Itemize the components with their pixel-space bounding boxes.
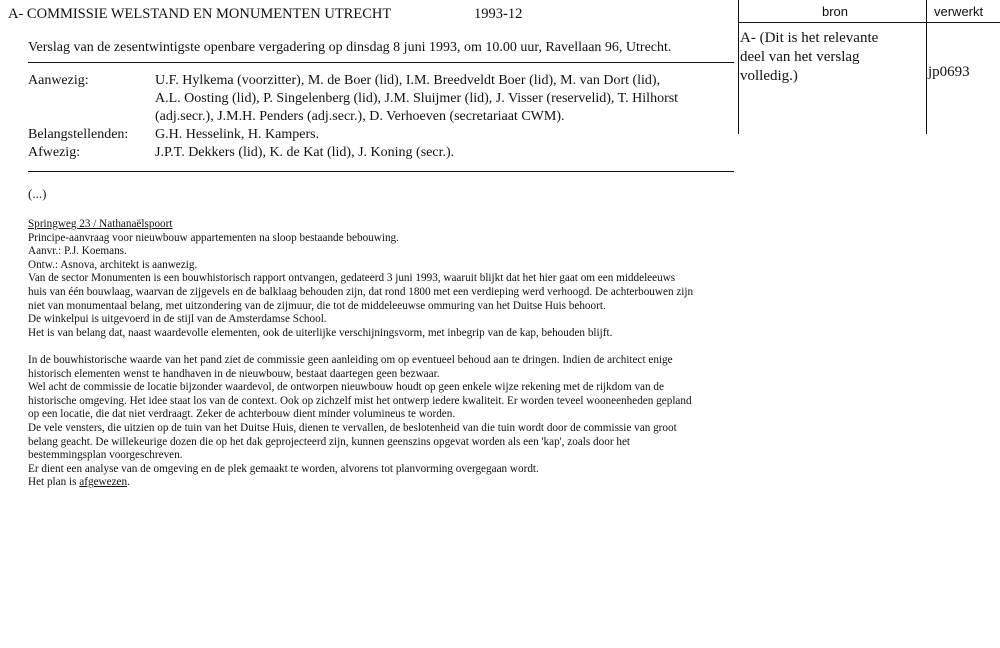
panel-header-divider [738, 22, 1000, 23]
paragraph-1-line: De winkelpui is uitgevoerd in de stijl van de Amsterdamse School. [28, 313, 327, 326]
item-intro-line: Ontw.: Asnova, architekt is aanwezig. [28, 258, 198, 271]
item-heading: Springweg 23 / Nathanaëlspoort [28, 218, 173, 230]
paragraph-2-line: belang geacht. De willekeurige dozen die op het dak geprojecteerd zijn, kunnen geenszins opgevat worden als een 'kap', zoals door het [28, 435, 631, 448]
aanwezig-line: U.F. Hylkema (voorzitter), M. de Boer (lid), I.M. Breedveldt Boer (lid), M. van Dort (lid), [155, 73, 661, 88]
paragraph-2-line: Er dient een analyse van de omgeving en de plek gemaakt te worden, alvorens tot planvorming overgegaan wordt. [28, 462, 539, 475]
paragraph-2-line: bestemmingsplan voorgeschreven. [28, 449, 183, 462]
attendance-divider [28, 171, 734, 172]
paragraph-2-line: De vele vensters, die uitzien op de tuin van het Duitse Huis, dienen te vervallen, de beslotenheid van die tuin wordt door de commissie van groot [28, 421, 677, 434]
attendance-row-aanwezig [28, 72, 730, 126]
verdict-suffix: . [127, 476, 130, 489]
aanwezig-line: (adj.secr.), J.M.H. Penders (adj.secr.), D. Verhoeven (secretariaat CWM). [155, 109, 565, 124]
verdict-prefix: Het plan is [28, 476, 80, 489]
paragraph-1-line: huis van één bouwlaag, waarvan de zijgevels en de balklaag behouden zijn, dat rond 1800 met een verdieping werd verhoogd. De achterbouwen zijn [28, 285, 694, 298]
panel-left-border [738, 0, 739, 134]
paragraph-2-line: In de bouwhistorische waarde van het pand ziet de commissie geen aanleiding om op eventueel behoud aan te dringen. Indien de architect enige [28, 353, 673, 366]
aanwezig-label: Aanwezig: [28, 73, 89, 88]
attendance-table [28, 72, 730, 162]
paragraph-2-line: Wel acht de commissie de locatie bijzonder waardevol, de ontworpen nieuwbouw houdt op geen enkele wijze rekening met de rijkdom van de [28, 381, 664, 394]
verdict-word: afgewezen [79, 476, 128, 489]
attendance-row-afwezig [28, 144, 730, 162]
paragraph-2-line: historisch elementen wenst te handhaven in de nieuwbouw, bestaat daartegen geen bezwaar. [28, 367, 440, 380]
paragraph-2-line: op een locatie, die dat niet verdraagt. Zeker de achterbouw dient minder volumineus te worden. [28, 408, 456, 421]
paragraph-1-line: Van de sector Monumenten is een bouwhistorisch rapport ontvangen, gedateerd 3 juni 1993, waaruit blijkt dat het hier gaat om een middeleeuws [28, 272, 676, 285]
item-intro-line: Principe-aanvraag voor nieuwbouw appartementen na sloop bestaande bebouwing. [28, 231, 399, 244]
paragraph-2-line: historische omgeving. Het idee staat los van de context. Ook op zichzelf mist het ontwerp iedere kwaliteit. Er worden teveel wooneenheden gepland [28, 394, 692, 407]
belangstellenden-label: Belangstellenden: [28, 127, 129, 142]
source-panel [738, 0, 1000, 134]
document-title: A- COMMISSIE WELSTAND EN MONUMENTEN UTRECHT [8, 6, 392, 22]
verwerkt-header: verwerkt [934, 4, 984, 19]
bron-value [740, 29, 926, 86]
paragraph-1-line: niet van monumentaal belang, met uitzondering van de zijmuur, die tot de middeleeuwse ommuring van het Duitse Huis behoort. [28, 299, 606, 312]
attendance-row-belangstellenden [28, 126, 730, 144]
verwerkt-value: jp0693 [928, 64, 970, 80]
belangstellenden-value: G.H. Hesselink, H. Kampers. [155, 127, 320, 142]
panel-column-divider [926, 0, 927, 134]
header-divider [28, 62, 734, 63]
item-intro-line: Aanvr.: P.J. Koemans. [28, 245, 127, 258]
document-code: 1993-12 [474, 6, 523, 22]
paragraph-gap [28, 340, 728, 354]
meeting-summary: Verslag van de zesentwintigste openbare vergadering op dinsdag 8 juni 1993, om 10.00 uur, Ravellaan 96, Utrecht. [28, 40, 672, 55]
bron-line: A- (Dit is het relevante [740, 30, 879, 46]
afwezig-value: J.P.T. Dekkers (lid), K. de Kat (lid), J. Koning (secr.). [155, 145, 455, 160]
paragraph-1-line: Het is van belang dat, naast waardevolle elementen, ook de uiterlijke verschijningsvorm, met inbegrip van de kap, behouden blijft. [28, 326, 613, 339]
bron-header: bron [822, 4, 849, 19]
afwezig-label: Afwezig: [28, 145, 81, 160]
omission-marker: (...) [28, 186, 47, 201]
bron-line: volledig.) [740, 68, 798, 84]
aanwezig-value [155, 72, 730, 126]
aanwezig-line: A.L. Oosting (lid), P. Singelenberg (lid), J.M. Sluijmer (lid), J. Visser (reservelid), T. Hilhorst [155, 91, 679, 106]
bron-line: deel van het verslag [740, 49, 860, 65]
verdict-line [28, 476, 728, 490]
agenda-item [28, 218, 728, 490]
